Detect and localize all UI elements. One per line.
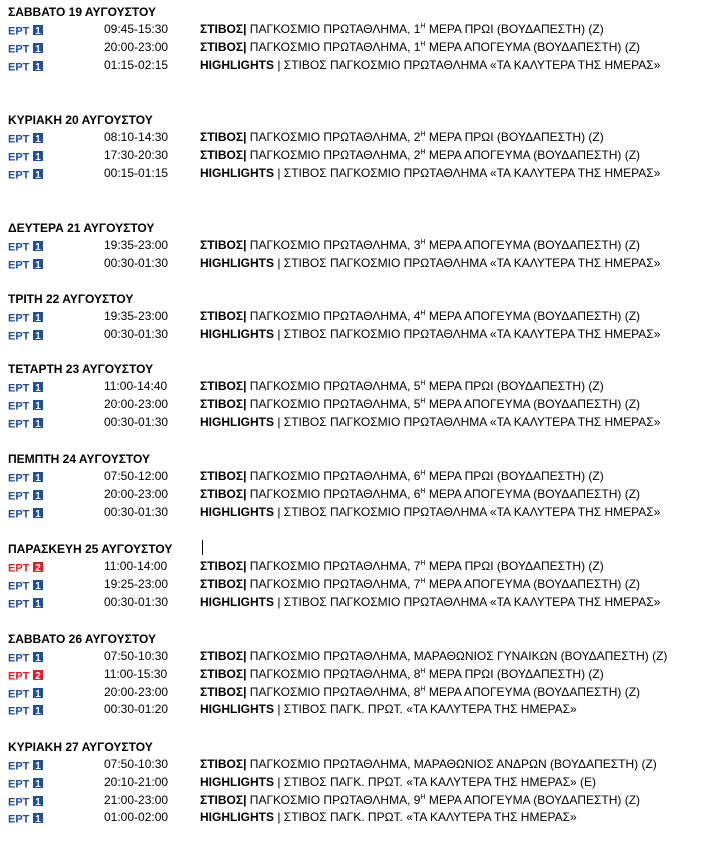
- program-description: [200, 594, 660, 612]
- svg-text:ΕΡΤ: ΕΡΤ: [8, 25, 30, 36]
- program-row: [8, 666, 708, 684]
- program-label: ΣΤΙΒΟΣ|: [200, 576, 247, 591]
- program-text: ΠΑΓΚΟΣΜΙΟ ΠΡΩΤΑΘΛΗΜΑ, 3: [246, 238, 421, 252]
- program-label: HIGHLIGHTS: [200, 810, 274, 825]
- program-description: [200, 558, 604, 576]
- program-text: | ΣΤΙΒΟΣ ΠΑΓΚ. ΠΡΩΤ. «ΤΑ ΚΑΛΥΤΕΡΑ ΤΗΣ ΗΜΕΡΑΣ»: [274, 810, 577, 825]
- program-text: ΠΑΓΚΟΣΜΙΟ ΠΡΩΤΑΘΛΗΜΑ, 6: [246, 469, 421, 483]
- program-text: | ΣΤΙΒΟΣ ΠΑΓΚΟΣΜΙΟ ΠΡΩΤΑΘΛΗΜΑ «ΤΑ ΚΑΛΥΤΕΡΑ ΤΗΣ ΗΜΕΡΑΣ»: [274, 255, 661, 270]
- time-range: 00:30-01:30: [104, 504, 169, 519]
- day-title: ΤΡΙΤΗ 22 ΑΥΓΟΥΣΤΟΥ: [8, 292, 134, 306]
- svg-text:1: 1: [35, 598, 41, 609]
- program-tail: ΜΕΡΑ ΠΡΩΙ (ΒΟΥΔΑΠΕΣΤΗ) (Ζ): [425, 379, 604, 393]
- program-label: HIGHLIGHTS: [200, 165, 274, 180]
- program-text: | ΣΤΙΒΟΣ ΠΑΓΚ. ΠΡΩΤ. «ΤΑ ΚΑΛΥΤΕΡΑ ΤΗΣ ΗΜΕΡΑΣ»: [274, 702, 577, 717]
- ert1-logo-icon: [8, 651, 44, 663]
- program-description: [200, 756, 657, 774]
- time-range: 09:45-15:30: [104, 22, 169, 36]
- program-description: [200, 809, 577, 827]
- day-title: ΔΕΥΤΕΡΑ 21 ΑΥΓΟΥΣΤΟΥ: [8, 221, 155, 235]
- ert1-logo-icon: [8, 795, 44, 807]
- program-row: [8, 684, 708, 702]
- program-label: HIGHLIGHTS: [200, 414, 274, 429]
- program-description: [200, 237, 640, 255]
- day-ordinal: Η: [420, 577, 426, 585]
- time-range: 20:00-23:00: [104, 486, 169, 501]
- day-ordinal: Η: [420, 487, 426, 495]
- program-text: ΠΑΓΚΟΣΜΙΟ ΠΡΩΤΑΘΛΗΜΑ, 2: [246, 130, 421, 144]
- svg-text:1: 1: [35, 706, 41, 717]
- program-row: [8, 147, 708, 165]
- svg-text:1: 1: [35, 490, 41, 501]
- ert1-logo-icon: [8, 258, 44, 270]
- ert1-logo-icon: [8, 579, 44, 591]
- svg-text:ΕΡΤ: ΕΡΤ: [8, 813, 30, 825]
- svg-text:ΕΡΤ: ΕΡΤ: [8, 241, 30, 252]
- program-row: [8, 701, 708, 719]
- program-text: | ΣΤΙΒΟΣ ΠΑΓΚΟΣΜΙΟ ΠΡΩΤΑΘΛΗΜΑ «ΤΑ ΚΑΛΥΤΕΡΑ ΤΗΣ ΗΜΕΡΑΣ»: [274, 326, 661, 341]
- program-tail: ΜΕΡΑ ΑΠΟΓΕΥΜΑ (ΒΟΥΔΑΠΕΣΤΗ) (Ζ): [425, 238, 641, 252]
- program-tail: ΜΕΡΑ ΠΡΩΙ (ΒΟΥΔΑΠΕΣΤΗ) (Ζ): [425, 22, 604, 36]
- time-range: 11:00-15:30: [104, 666, 168, 681]
- program-label: ΣΤΙΒΟΣ|: [200, 379, 247, 393]
- program-description: [200, 666, 604, 684]
- program-row: [8, 809, 708, 827]
- program-row: [8, 255, 708, 273]
- program-description: [200, 378, 604, 396]
- svg-text:ΕΡΤ: ΕΡΤ: [8, 330, 30, 341]
- program-text: ΠΑΓΚΟΣΜΙΟ ΠΡΩΤΑΘΛΗΜΑ, 1: [246, 22, 421, 36]
- program-tail: ΜΕΡΑ ΑΠΟΓΕΥΜΑ (ΒΟΥΔΑΠΕΣΤΗ) (Ζ): [425, 309, 641, 323]
- program-description: [200, 576, 640, 594]
- program-row: [8, 756, 708, 774]
- svg-text:ΕΡΤ: ΕΡΤ: [8, 382, 30, 393]
- svg-text:1: 1: [35, 259, 41, 270]
- program-label: ΣΤΙΒΟΣ|: [200, 757, 247, 771]
- program-tail: ΜΕΡΑ ΠΡΩΙ (ΒΟΥΔΑΠΕΣΤΗ) (Ζ): [425, 130, 604, 144]
- ert1-logo-icon: [8, 132, 44, 144]
- svg-text:1: 1: [35, 25, 41, 36]
- text-cursor: [202, 540, 203, 555]
- program-tail: ΜΕΡΑ ΑΠΟΓΕΥΜΑ (ΒΟΥΔΑΠΕΣΤΗ) (Ζ): [425, 39, 641, 54]
- svg-text:1: 1: [35, 652, 41, 663]
- program-label: HIGHLIGHTS: [200, 326, 274, 341]
- program-tail: ΜΕΡΑ ΑΠΟΓΕΥΜΑ (ΒΟΥΔΑΠΕΣΤΗ) (Ζ): [425, 576, 641, 591]
- ert1-logo-icon: [8, 381, 44, 393]
- ert2-logo-icon: [8, 561, 44, 573]
- program-row: [8, 21, 708, 39]
- time-range: 07:50-10:30: [104, 649, 169, 663]
- ert1-logo-icon: [8, 168, 44, 180]
- day-block: [8, 290, 708, 344]
- day-ordinal: Η: [420, 685, 426, 693]
- svg-text:1: 1: [35, 382, 41, 393]
- time-range: 00:30-01:30: [104, 255, 169, 270]
- time-range: 00:30-01:20: [104, 702, 169, 717]
- program-description: [200, 504, 660, 522]
- program-text: | ΣΤΙΒΟΣ ΠΑΓΚΟΣΜΙΟ ΠΡΩΤΑΘΛΗΜΑ «ΤΑ ΚΑΛΥΤΕΡΑ ΤΗΣ ΗΜΕΡΑΣ»: [274, 414, 661, 429]
- program-text: ΠΑΓΚΟΣΜΙΟ ΠΡΩΤΑΘΛΗΜΑ, 5: [246, 396, 421, 411]
- svg-text:ΕΡΤ: ΕΡΤ: [8, 151, 30, 162]
- program-row: [8, 486, 708, 504]
- time-range: 20:00-23:00: [104, 396, 169, 411]
- svg-text:1: 1: [35, 312, 41, 323]
- svg-text:1: 1: [35, 169, 41, 180]
- svg-text:ΕΡΤ: ΕΡΤ: [8, 760, 30, 771]
- day-ordinal: Η: [420, 310, 426, 317]
- program-label: HIGHLIGHTS: [200, 57, 274, 72]
- program-tail: ΜΕΡΑ ΠΡΩΙ (ΒΟΥΔΑΠΕΣΤΗ) (Ζ): [425, 666, 604, 681]
- program-description: [200, 255, 660, 273]
- svg-text:1: 1: [35, 330, 41, 341]
- program-label: ΣΤΙΒΟΣ|: [200, 559, 247, 573]
- program-description: [200, 129, 604, 147]
- svg-text:ΕΡΤ: ΕΡΤ: [8, 312, 30, 323]
- svg-text:ΕΡΤ: ΕΡΤ: [8, 562, 30, 573]
- day-title: ΣΑΒΒΑΤΟ 19 ΑΥΓΟΥΣΤΟΥ: [8, 5, 157, 19]
- day-ordinal: Η: [420, 470, 426, 477]
- program-label: ΣΤΙΒΟΣ|: [200, 147, 247, 162]
- program-description: [200, 308, 640, 326]
- program-row: [8, 57, 708, 75]
- day-ordinal: Η: [420, 397, 426, 405]
- program-tail: ΜΕΡΑ ΑΠΟΓΕΥΜΑ (ΒΟΥΔΑΠΕΣΤΗ) (Ζ): [425, 147, 641, 162]
- svg-text:1: 1: [35, 61, 41, 72]
- day-title: ΣΑΒΒΑΤΟ 26 ΑΥΓΟΥΣΤΟΥ: [8, 632, 157, 646]
- program-text: ΠΑΓΚΟΣΜΙΟ ΠΡΩΤΑΘΛΗΜΑ, 4: [246, 309, 421, 323]
- program-tail: ΜΕΡΑ ΑΠΟΓΕΥΜΑ (ΒΟΥΔΑΠΕΣΤΗ) (Ζ): [425, 396, 641, 411]
- program-text: ΠΑΓΚΟΣΜΙΟ ΠΡΩΤΑΘΛΗΜΑ, 7: [246, 559, 421, 573]
- program-text: | ΣΤΙΒΟΣ ΠΑΓΚΟΣΜΙΟ ΠΡΩΤΑΘΛΗΜΑ «ΤΑ ΚΑΛΥΤΕΡΑ ΤΗΣ ΗΜΕΡΑΣ»: [274, 57, 661, 72]
- program-description: [200, 21, 604, 39]
- ert1-logo-icon: [8, 311, 44, 323]
- program-row: [8, 378, 708, 396]
- program-row: [8, 129, 708, 147]
- program-tail: ΜΕΡΑ ΑΠΟΓΕΥΜΑ (ΒΟΥΔΑΠΕΣΤΗ) (Ζ): [425, 792, 641, 807]
- svg-text:1: 1: [35, 508, 41, 519]
- program-label: HIGHLIGHTS: [200, 255, 274, 270]
- program-label: ΣΤΙΒΟΣ|: [200, 39, 247, 54]
- program-description: [200, 792, 640, 810]
- svg-text:ΕΡΤ: ΕΡΤ: [8, 472, 30, 483]
- program-label: ΣΤΙΒΟΣ|: [200, 649, 247, 663]
- svg-text:ΕΡΤ: ΕΡΤ: [8, 688, 30, 699]
- day-block: [8, 3, 708, 74]
- program-row: [8, 165, 708, 183]
- day-block: [8, 738, 708, 827]
- ert1-logo-icon: [8, 597, 44, 609]
- time-range: 21:00-23:00: [104, 792, 169, 807]
- program-text: ΠΑΓΚΟΣΜΙΟ ΠΡΩΤΑΘΛΗΜΑ, 6: [246, 486, 421, 501]
- program-text: ΠΑΓΚΟΣΜΙΟ ΠΡΩΤΑΘΛΗΜΑ, 1: [246, 39, 421, 54]
- program-text: ΠΑΓΚΟΣΜΙΟ ΠΡΩΤΑΘΛΗΜΑ, 2: [246, 147, 421, 162]
- ert1-logo-icon: [8, 24, 44, 36]
- program-text: | ΣΤΙΒΟΣ ΠΑΓΚΟΣΜΙΟ ΠΡΩΤΑΘΛΗΜΑ «ΤΑ ΚΑΛΥΤΕΡΑ ΤΗΣ ΗΜΕΡΑΣ»: [274, 504, 661, 519]
- day-block: [8, 540, 708, 611]
- day-ordinal: Η: [420, 793, 426, 801]
- program-row: [8, 468, 708, 486]
- program-tail: ΜΕΡΑ ΑΠΟΓΕΥΜΑ (ΒΟΥΔΑΠΕΣΤΗ) (Ζ): [425, 684, 641, 699]
- time-range: 01:00-02:00: [104, 810, 169, 825]
- time-range: 00:30-01:30: [104, 594, 169, 609]
- ert2-logo-icon: [8, 669, 44, 681]
- day-ordinal: Η: [420, 131, 426, 138]
- svg-text:ΕΡΤ: ΕΡΤ: [8, 490, 30, 501]
- program-description: [200, 701, 577, 719]
- time-range: 19:25-23:00: [104, 576, 169, 591]
- time-range: 00:30-01:30: [104, 326, 169, 341]
- program-text: ΠΑΓΚΟΣΜΙΟ ΠΡΩΤΑΘΛΗΜΑ, 8: [246, 684, 421, 699]
- svg-text:1: 1: [35, 796, 41, 807]
- ert1-logo-icon: [8, 42, 44, 54]
- day-ordinal: Η: [420, 239, 426, 246]
- svg-text:ΕΡΤ: ΕΡΤ: [8, 259, 30, 270]
- svg-text:ΕΡΤ: ΕΡΤ: [8, 400, 30, 411]
- svg-text:ΕΡΤ: ΕΡΤ: [8, 705, 30, 717]
- program-row: [8, 792, 708, 810]
- program-text: ΠΑΓΚΟΣΜΙΟ ΠΡΩΤΑΘΛΗΜΑ, ΜΑΡΑΘΩΝΙΟΣ ΑΝΔΡΩΝ (ΒΟΥΔΑΠΕΣΤΗ) (Ζ): [246, 757, 657, 771]
- program-label: ΣΤΙΒΟΣ|: [200, 469, 247, 483]
- day-title: ΠΑΡΑΣΚΕΥΗ 25 ΑΥΓΟΥΣΤΟΥ: [8, 542, 173, 556]
- day-ordinal: Η: [420, 40, 426, 48]
- day-ordinal: Η: [420, 560, 426, 567]
- program-row: [8, 504, 708, 522]
- svg-text:1: 1: [35, 241, 41, 252]
- day-ordinal: Η: [420, 148, 426, 156]
- svg-text:2: 2: [35, 670, 41, 681]
- time-range: 11:00-14:00: [104, 559, 168, 573]
- program-label: ΣΤΙΒΟΣ|: [200, 396, 247, 411]
- time-range: 20:10-21:00: [104, 774, 169, 789]
- svg-text:1: 1: [35, 778, 41, 789]
- svg-text:1: 1: [35, 400, 41, 411]
- svg-text:1: 1: [35, 580, 41, 591]
- program-row: [8, 558, 708, 576]
- svg-text:ΕΡΤ: ΕΡΤ: [8, 652, 30, 663]
- program-row: [8, 414, 708, 432]
- svg-text:ΕΡΤ: ΕΡΤ: [8, 778, 30, 789]
- program-label: HIGHLIGHTS: [200, 504, 274, 519]
- time-range: 00:30-01:30: [104, 414, 169, 429]
- program-label: HIGHLIGHTS: [200, 594, 274, 609]
- program-row: [8, 326, 708, 344]
- svg-text:1: 1: [35, 133, 41, 144]
- ert1-logo-icon: [8, 240, 44, 252]
- day-title: ΠΕΜΠΤΗ 24 ΑΥΓΟΥΣΤΟΥ: [8, 452, 151, 466]
- program-text: ΠΑΓΚΟΣΜΙΟ ΠΡΩΤΑΘΛΗΜΑ, 9: [246, 792, 421, 807]
- day-ordinal: Η: [420, 380, 426, 387]
- svg-text:ΕΡΤ: ΕΡΤ: [8, 133, 30, 144]
- program-label: ΣΤΙΒΟΣ|: [200, 666, 247, 681]
- program-label: HIGHLIGHTS: [200, 774, 274, 789]
- program-label: ΣΤΙΒΟΣ|: [200, 792, 247, 807]
- time-range: 01:15-02:15: [104, 57, 169, 72]
- program-description: [200, 326, 660, 344]
- program-description: [200, 39, 640, 57]
- day-ordinal: Η: [420, 23, 426, 30]
- program-row: [8, 308, 708, 326]
- day-title: ΚΥΡΙΑΚΗ 20 ΑΥΓΟΥΣΤΟΥ: [8, 113, 153, 127]
- ert1-logo-icon: [8, 60, 44, 72]
- program-row: [8, 774, 708, 792]
- program-text: | ΣΤΙΒΟΣ ΠΑΓΚΟΣΜΙΟ ΠΡΩΤΑΘΛΗΜΑ «ΤΑ ΚΑΛΥΤΕΡΑ ΤΗΣ ΗΜΕΡΑΣ»: [274, 165, 661, 180]
- ert1-logo-icon: [8, 399, 44, 411]
- program-tail: ΜΕΡΑ ΑΠΟΓΕΥΜΑ (ΒΟΥΔΑΠΕΣΤΗ) (Ζ): [425, 486, 641, 501]
- svg-text:1: 1: [35, 688, 41, 699]
- svg-text:ΕΡΤ: ΕΡΤ: [8, 796, 30, 807]
- program-row: [8, 576, 708, 594]
- svg-text:ΕΡΤ: ΕΡΤ: [8, 598, 30, 609]
- program-text: | ΣΤΙΒΟΣ ΠΑΓΚ. ΠΡΩΤ. «ΤΑ ΚΑΛΥΤΕΡΑ ΤΗΣ ΗΜΕΡΑΣ» (Ε): [274, 774, 597, 789]
- program-description: [200, 414, 660, 432]
- day-block: [8, 450, 708, 521]
- program-row: [8, 396, 708, 414]
- program-label: ΣΤΙΒΟΣ|: [200, 309, 247, 323]
- program-row: [8, 237, 708, 255]
- program-label: ΣΤΙΒΟΣ|: [200, 684, 247, 699]
- program-description: [200, 648, 667, 666]
- ert1-logo-icon: [8, 759, 44, 771]
- time-range: 19:35-23:00: [104, 309, 169, 323]
- program-description: [200, 57, 660, 75]
- svg-text:ΕΡΤ: ΕΡΤ: [8, 508, 30, 519]
- time-range: 11:00-14:40: [104, 379, 168, 393]
- svg-text:1: 1: [35, 472, 41, 483]
- day-title: ΤΕΤΑΡΤΗ 23 ΑΥΓΟΥΣΤΟΥ: [8, 362, 154, 376]
- program-tail: ΜΕΡΑ ΠΡΩΙ (ΒΟΥΔΑΠΕΣΤΗ) (Ζ): [425, 469, 604, 483]
- svg-text:1: 1: [35, 418, 41, 429]
- time-range: 07:50-12:00: [104, 469, 169, 483]
- svg-text:ΕΡΤ: ΕΡΤ: [8, 61, 30, 72]
- day-block: [8, 219, 708, 273]
- ert1-logo-icon: [8, 471, 44, 483]
- program-row: [8, 594, 708, 612]
- time-range: 20:00-23:00: [104, 39, 169, 54]
- program-text: ΠΑΓΚΟΣΜΙΟ ΠΡΩΤΑΘΛΗΜΑ, ΜΑΡΑΘΩΝΙΟΣ ΓΥΝΑΙΚΩΝ (ΒΟΥΔΑΠΕΣΤΗ) (Ζ): [246, 649, 668, 663]
- svg-text:ΕΡΤ: ΕΡΤ: [8, 169, 30, 180]
- program-description: [200, 147, 640, 165]
- svg-text:1: 1: [35, 814, 41, 825]
- program-description: [200, 486, 640, 504]
- ert1-logo-icon: [8, 704, 44, 716]
- program-tail: ΜΕΡΑ ΠΡΩΙ (ΒΟΥΔΑΠΕΣΤΗ) (Ζ): [425, 559, 604, 573]
- program-text: ΠΑΓΚΟΣΜΙΟ ΠΡΩΤΑΘΛΗΜΑ, 5: [246, 379, 421, 393]
- day-block: [8, 360, 708, 431]
- time-range: 07:50-10:30: [104, 757, 169, 771]
- time-range: 08:10-14:30: [104, 130, 169, 144]
- program-row: [8, 39, 708, 57]
- svg-text:2: 2: [35, 562, 41, 573]
- ert1-logo-icon: [8, 329, 44, 341]
- program-description: [200, 468, 604, 486]
- svg-text:ΕΡΤ: ΕΡΤ: [8, 580, 30, 591]
- ert1-logo-icon: [8, 812, 44, 824]
- program-label: HIGHLIGHTS: [200, 702, 274, 717]
- day-block: [8, 630, 708, 719]
- svg-text:1: 1: [35, 151, 41, 162]
- ert1-logo-icon: [8, 777, 44, 789]
- time-range: 17:30-20:30: [104, 147, 169, 162]
- ert1-logo-icon: [8, 507, 44, 519]
- svg-text:1: 1: [35, 760, 41, 771]
- svg-text:ΕΡΤ: ΕΡΤ: [8, 43, 30, 54]
- svg-text:ΕΡΤ: ΕΡΤ: [8, 670, 30, 681]
- program-description: [200, 165, 660, 183]
- time-range: 20:00-23:00: [104, 684, 169, 699]
- svg-text:1: 1: [35, 43, 41, 54]
- program-label: ΣΤΙΒΟΣ|: [200, 22, 247, 36]
- program-label: ΣΤΙΒΟΣ|: [200, 486, 247, 501]
- day-title: ΚΥΡΙΑΚΗ 27 ΑΥΓΟΥΣΤΟΥ: [8, 740, 153, 754]
- ert1-logo-icon: [8, 417, 44, 429]
- ert1-logo-icon: [8, 687, 44, 699]
- day-ordinal: Η: [420, 667, 426, 675]
- ert1-logo-icon: [8, 489, 44, 501]
- program-text: ΠΑΓΚΟΣΜΙΟ ΠΡΩΤΑΘΛΗΜΑ, 8: [246, 666, 421, 681]
- program-description: [200, 396, 640, 414]
- program-description: [200, 684, 640, 702]
- program-row: [8, 648, 708, 666]
- ert1-logo-icon: [8, 150, 44, 162]
- day-block: [8, 111, 708, 182]
- program-text: ΠΑΓΚΟΣΜΙΟ ΠΡΩΤΑΘΛΗΜΑ, 7: [246, 576, 421, 591]
- svg-text:ΕΡΤ: ΕΡΤ: [8, 418, 30, 429]
- time-range: 19:35-23:00: [104, 238, 169, 252]
- program-label: ΣΤΙΒΟΣ|: [200, 130, 247, 144]
- program-description: [200, 774, 596, 792]
- program-label: ΣΤΙΒΟΣ|: [200, 238, 247, 252]
- time-range: 00:15-01:15: [104, 165, 169, 180]
- program-text: | ΣΤΙΒΟΣ ΠΑΓΚΟΣΜΙΟ ΠΡΩΤΑΘΛΗΜΑ «ΤΑ ΚΑΛΥΤΕΡΑ ΤΗΣ ΗΜΕΡΑΣ»: [274, 594, 661, 609]
